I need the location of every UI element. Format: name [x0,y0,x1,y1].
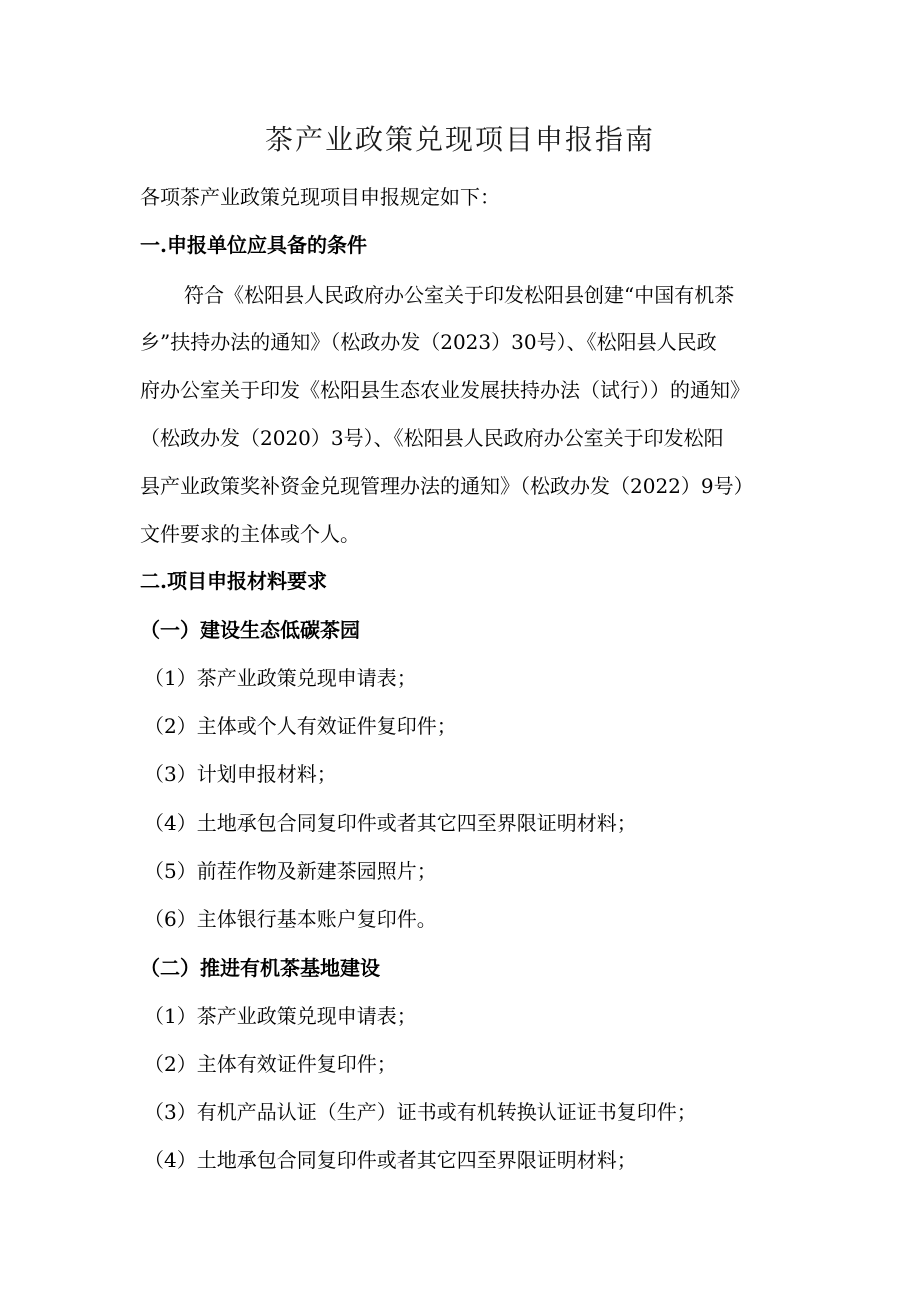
list-item: （3）计划申报材料； [144,762,337,786]
subsection-heading-low-carbon-garden: （一）建设生态低碳茶园 [140,618,360,642]
paragraph-line: 府办公室关于印发《松阳县生态农业发展扶持办法（试行））的通知》 [140,378,750,402]
list-item: （4）土地承包合同复印件或者其它四至界限证明材料； [144,1148,637,1172]
document-title: 茶产业政策兑现项目申报指南 [264,123,655,156]
list-item: （1）茶产业政策兑现申请表； [144,666,417,690]
list-item: （6）主体银行基本账户复印件。 [144,907,437,931]
list-item: （5）前茬作物及新建茶园照片； [144,859,437,883]
list-item: （2）主体或个人有效证件复印件； [144,714,457,738]
paragraph-line: 文件要求的主体或个人。 [140,522,360,546]
paragraph-line: 乡”扶持办法的通知》（松政办发（2023）30号）、《松阳县人民政 [140,330,717,354]
list-item: （1）茶产业政策兑现申请表； [144,1004,417,1028]
paragraph-line: 符合《松阳县人民政府办公室关于印发松阳县创建“中国有机茶 [184,283,735,307]
paragraph-line: 县产业政策奖补资金兑现管理办法的通知》（松政办发（2022）9号） [140,474,754,498]
section-heading-conditions: 一.申报单位应具备的条件 [140,233,367,257]
list-item: （3）有机产品认证（生产）证书或有机转换认证证书复印件； [144,1100,697,1124]
paragraph-line: （松政办发（2020）3号）、《松阳县人民政府办公室关于印发松阳 [140,426,724,450]
subsection-heading-organic-base: （二）推进有机茶基地建设 [140,956,380,980]
section-heading-materials: 二.项目申报材料要求 [140,569,327,593]
list-item: （4）土地承包合同复印件或者其它四至界限证明材料； [144,811,637,835]
intro-text: 各项茶产业政策兑现项目申报规定如下： [140,185,500,209]
list-item: （2）主体有效证件复印件； [144,1052,397,1076]
